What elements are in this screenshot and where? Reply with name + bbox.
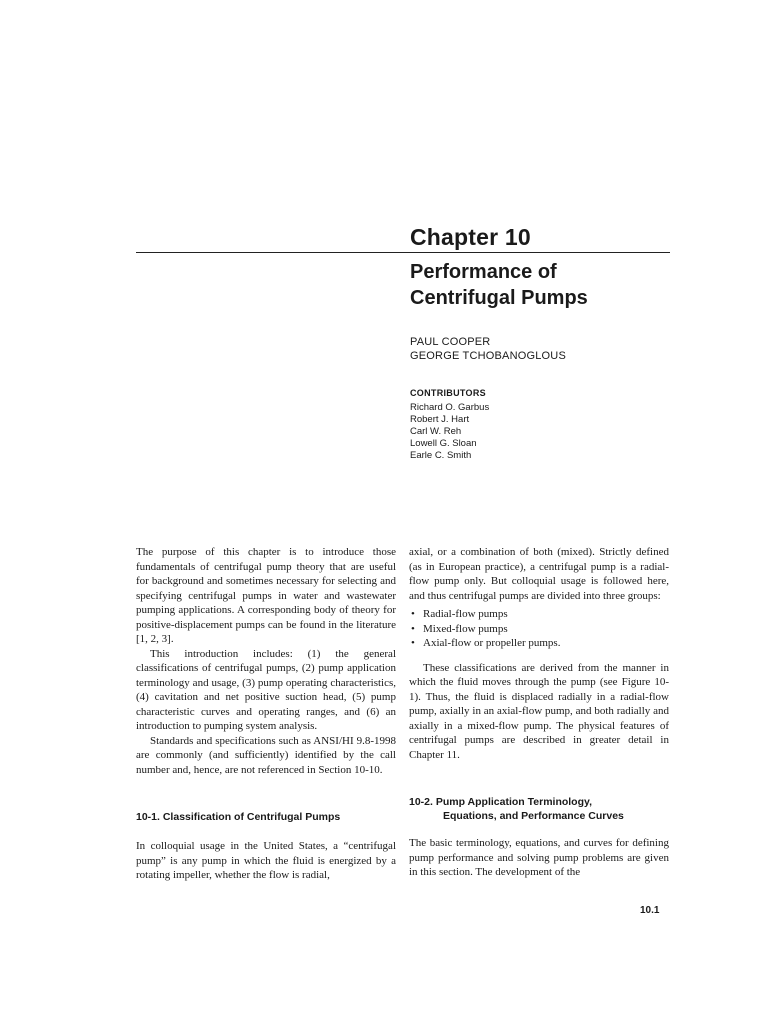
list-item: • Axial-flow or propeller pumps.	[423, 636, 669, 651]
contributor-name: Earle C. Smith	[410, 450, 472, 461]
section-heading: 10-1. Classification of Centrifugal Pumps	[136, 811, 341, 823]
contributor-name: Lowell G. Sloan	[410, 438, 477, 449]
chapter-rule	[136, 252, 670, 253]
section2-body	[409, 836, 669, 880]
section-heading-line2: Equations, and Performance Curves	[443, 810, 624, 822]
contributors-heading: CONTRIBUTORS	[410, 388, 486, 398]
list-item: • Mixed-flow pumps	[423, 622, 669, 637]
section1-body	[136, 839, 396, 883]
body-paragraph: In colloquial usage in the United States, a “centrifugal pump” is any pump in which the fluid is energized by a rotating impeller, whether the flow is radial,	[136, 840, 396, 881]
author-name: PAUL COOPER	[410, 336, 491, 348]
body-paragraph: These classifications are derived from the manner in which the fluid moves through the pump (see Figure 10-1). Thus, the fluid is displaced radially in a radial-flow pump, axially in an axial-flow pump, and both radially and axially in a mixed-flow pump. The physical features of centrifugal pumps are described in greater detail in Chapter 11.	[409, 661, 669, 761]
section-heading-line1: 10-2. Pump Application Terminology,	[409, 796, 592, 808]
contributor-name: Carl W. Reh	[410, 426, 462, 437]
author-name: GEORGE TCHOBANOGLOUS	[410, 350, 566, 362]
page-number: 10.1	[640, 905, 660, 916]
chapter-title	[410, 259, 588, 311]
section-heading	[409, 795, 671, 823]
intro-paragraph: The purpose of this chapter is to introduce those fundamentals of centrifugal pump theory that are useful for background and sometimes necessary for selecting and specifying centrifugal pumps in water and wastewater pumping applications. A corresponding body of theory for positive-displacement pumps can be found in the literature [1, 2, 3].	[136, 546, 396, 645]
intro-column	[136, 545, 396, 777]
chapter-title-line1: Performance of	[410, 261, 557, 283]
body-paragraph: The basic terminology, equations, and curves for defining pump performance and solving pump problems are given in this section. The development of the	[409, 837, 669, 878]
chapter-label: Chapter 10	[410, 224, 531, 250]
chapter-title-line2: Centrifugal Pumps	[410, 287, 588, 309]
pump-groups-list	[409, 607, 669, 651]
intro-paragraph: This introduction includes: (1) the general classifications of centrifugal pumps, (2) pump application terminology and usage, (3) pump operating characteristics, (4) cavitation and net positive suction head, (5) pump characteristic curves and operating ranges, and (6) an introduction to pumping system analysis.	[136, 647, 396, 732]
intro-paragraph: Standards and specifications such as ANSI/HI 9.8-1998 are commonly (and sufficiently) identified by the call number and, hence, are not referenced in Section 10-10.	[136, 734, 396, 776]
contributor-name: Robert J. Hart	[410, 414, 470, 425]
list-item: • Radial-flow pumps	[423, 607, 669, 622]
body-paragraph: axial, or a combination of both (mixed). Strictly defined (as in European practice), a centrifugal pump is a radial-flow pump only. But colloquial usage is followed here, and thus centrifugal pumps are divided into three groups:	[409, 546, 669, 602]
right-column	[409, 545, 669, 762]
authors	[410, 335, 566, 363]
contributor-name: Richard O. Garbus	[410, 402, 490, 413]
contributors-list	[410, 402, 489, 462]
